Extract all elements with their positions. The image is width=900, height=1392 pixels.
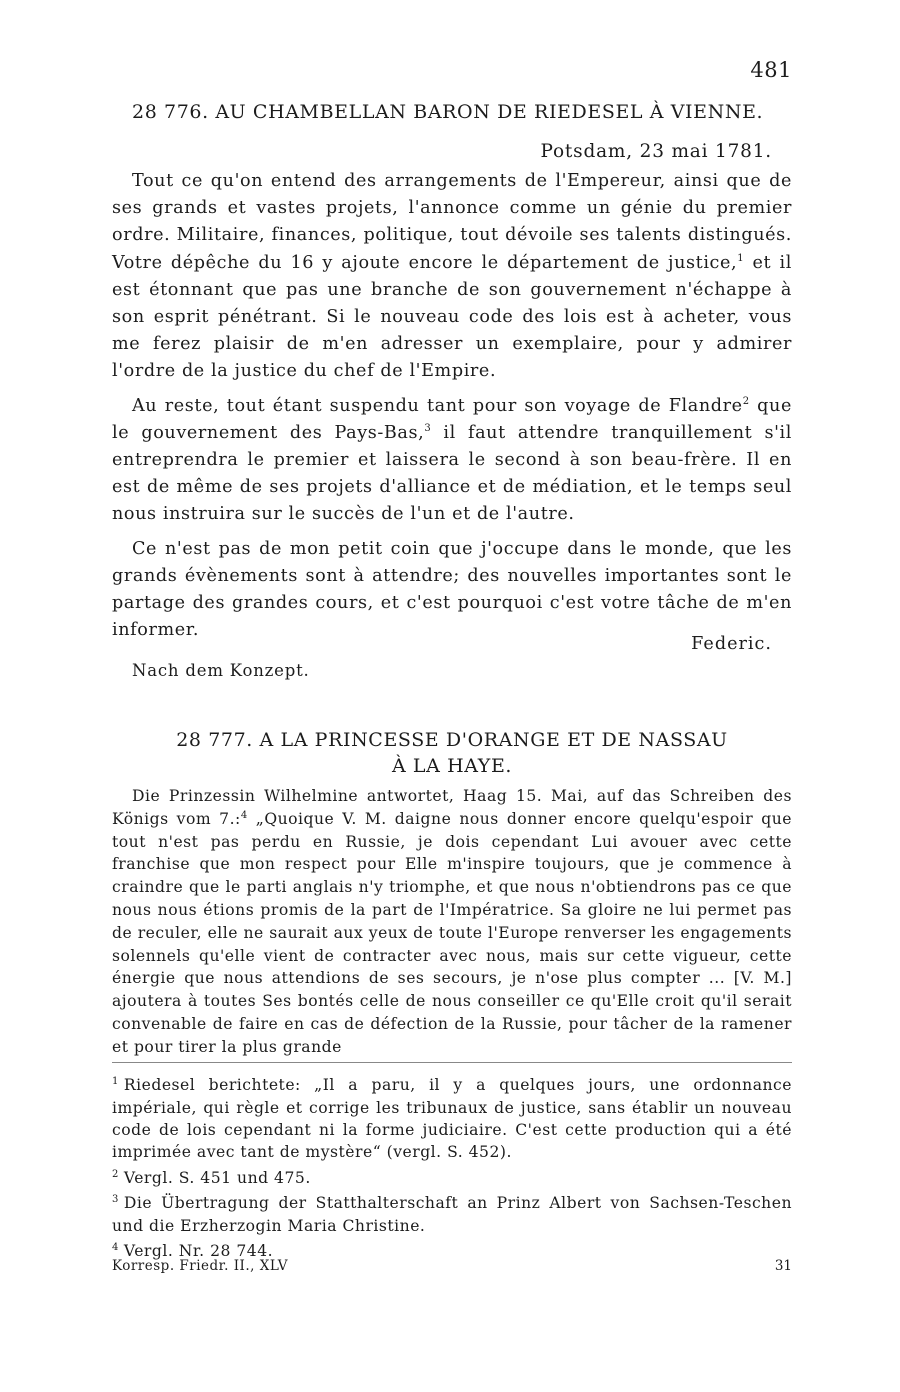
footnote-4-number: 4 (112, 1242, 119, 1254)
footnote-1 (112, 1071, 792, 1164)
signature: Federic. (691, 634, 772, 654)
footnote-ref-1: 1 (737, 252, 745, 264)
paragraph-2-text-b: que le gouvernement des Pays-Bas, (112, 395, 792, 443)
footer-source: Korresp. Friedr. II., XLV (112, 1258, 288, 1274)
footnote-4-text: Vergl. Nr. 28 744. (123, 1242, 274, 1261)
footnote-ref-2: 2 (742, 395, 750, 407)
footnote-ref-3: 3 (424, 422, 432, 434)
paragraph-1-text-b: et il est étonnant que pas une branche de son gouvernement n'échappe à son esprit pénétrant. Si le nouveau code des lois est à acheter, vous me ferez plaisir de m'en adresser un exemplaire, pour y admirer l'ordre de la justice du chef de l'Empire. (112, 252, 792, 382)
footnote-2-text: Vergl. S. 451 und 475. (123, 1169, 311, 1187)
letter-2-heading (112, 727, 792, 779)
paragraph-2 (112, 393, 792, 529)
footnote-3-text: Die Übertragung der Statthalterschaft an Prinz Albert von Sachsen-Teschen und die Erzherzogin Maria Christine. (112, 1194, 792, 1235)
paragraph-2-text-a: Au reste, tout étant suspendu tant pour son voyage de Flandre (132, 395, 743, 416)
footnote-2-number: 2 (112, 1168, 119, 1180)
footnote-2 (112, 1164, 792, 1190)
page-number: 481 (750, 58, 792, 82)
paragraph-1 (112, 168, 792, 386)
footnote-3-number: 3 (112, 1194, 119, 1206)
footnote-1-text: Riedesel berichtete: „Il a paru, il y a quelques jours, une ordonnance impériale, qui règle et corrige les tribunaux de justice, sans établir un nouveau code de lois cependant ni la forme judiciaire. C'est cette production qui a été imprimée avec tant de mystère“ (vergl. S. 452). (112, 1076, 792, 1162)
intro-paragraph (112, 785, 792, 1059)
footnote-rule (112, 1062, 792, 1063)
dateline: Potsdam, 23 mai 1781. (540, 141, 772, 162)
paragraph-3: Ce n'est pas de mon petit coin que j'occupe dans le monde, que les grands évènements sont à attendre; des nouvelles importantes sont le partage des grandes cours, et c'est pourquoi c'est votre tâche de m'en informer. (112, 538, 792, 641)
source-note: Nach dem Konzept. (132, 661, 310, 680)
footnote-3 (112, 1189, 792, 1237)
footnote-ref-4: 4 (240, 809, 248, 821)
letter-2-heading-line-1: 28 777. A LA PRINCESSE D'ORANGE ET DE NASSAU (176, 729, 728, 751)
letter-heading: 28 776. AU CHAMBELLAN BARON DE RIEDESEL À VIENNE. (132, 101, 764, 123)
letter-2-heading-line-2: À LA HAYE. (391, 755, 513, 777)
letter-body (112, 168, 792, 651)
intro-text-a: Die Prinzessin Wilhelmine antwortet, Haag 15. Mai, auf das Schreiben des Königs vom 7.: (112, 787, 792, 828)
paragraph-1-text-a: Tout ce qu'on entend des arrangements de l'Empereur, ainsi que de ses grands et vastes projets, l'annonce comme un génie du premier ordre. Militaire, finances, politique, tout dévoile ses talents distingués. Votre dépêche du 16 y ajoute encore le département de justice, (112, 171, 792, 273)
footer-sheet-number: 31 (774, 1258, 792, 1274)
letter-2-intro (112, 785, 792, 1059)
paragraph-2-text-c: il faut attendre tranquillement s'il entreprendra le premier et laissera le second à son beau-frère. Il en est de même de ses projets d'alliance et de médiation, et le temps seul nous instruira sur le succès de l'un et de l'autre. (112, 422, 792, 525)
footnotes (112, 1071, 792, 1263)
intro-text-b: „Quoique V. M. daigne nous donner encore quelqu'espoir que tout n'est pas perdu en Russie, je dois cependant Lui avouer avec cette franchise que mon respect pour Elle m'inspire toujours, que je commence à craindre que le parti anglais n'y triomphe, et que nous n'obtiendrons pas ce que nous nous étions promis de la part de l'Impératrice. Sa gloire ne lui permet pas de reculer, elle ne saurait aux yeux de toute l'Europe renverser les engagements solennels qu'elle vient de contracter avec nous, mais sur cette vigueur, cette énergie que nous attendions de ses secours, je n'ose plus compter ... [V. M.] ajoutera à toutes Ses bontés celle de nous conseiller ce qu'Elle croit qu'il serait convenable de faire en cas de défection de la Russie, pour tâcher de la ramener et pour tirer la plus grande (112, 809, 793, 1056)
footnote-1-number: 1 (112, 1076, 119, 1087)
